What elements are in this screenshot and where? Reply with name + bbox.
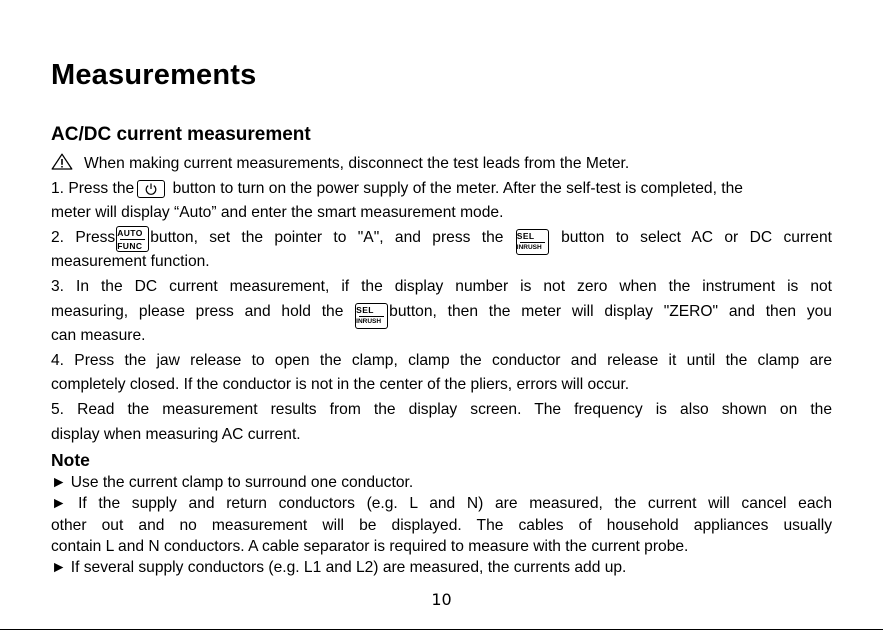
step-3-line-1: 3. In the DC current measurement, if the display number is not zero when the instrument is not: [51, 277, 832, 295]
note-item-2-line-2: other out and no measurement will be displayed. The cables of household appliances usually: [51, 516, 832, 534]
warning-line: [51, 152, 832, 177]
step-1-text-a: 1. Press the: [51, 179, 135, 197]
sel-label: SEL: [516, 231, 535, 242]
note-item-3: ► If several supply conductors (e.g. L1 and L2) are measured, the currents add up.: [51, 558, 627, 576]
step-3-line-3: can measure.: [51, 327, 146, 345]
button-divider: [359, 316, 384, 317]
step-2-line-2: measurement function.: [51, 253, 210, 271]
inrush-label: INRUSH: [356, 317, 382, 325]
func-label: FUNC: [117, 240, 143, 251]
sel-label: SEL: [356, 305, 374, 316]
manual-page: [51, 58, 832, 576]
note-item-2-line-1: ► If the supply and return conductors (e.g. L and N) are measured, the current will cancel each: [51, 495, 832, 513]
step-2-line-1: [51, 226, 832, 251]
note-heading: Note: [51, 450, 90, 471]
step-3-line-2: [51, 300, 832, 325]
inrush-label: INRUSH: [516, 243, 542, 251]
step-2-text-a: 2. Press: [51, 228, 116, 246]
step-3-text-c: button, then the meter will display "ZERO" and then you: [389, 302, 832, 320]
note-body: [51, 472, 832, 578]
auto-func-button-icon: [116, 226, 149, 252]
step-5-line-2: display when measuring AC current.: [51, 425, 301, 443]
step-4-line-1: 4. Press the jaw release to open the clamp, clamp the conductor and release it until the clamp are: [51, 351, 832, 369]
step-3-text-b: measuring, please press and hold the: [51, 302, 344, 320]
section-title: AC/DC current measurement: [51, 124, 311, 145]
page-number: 10: [431, 590, 452, 609]
step-2-text-b: button, set the pointer to "A", and press the: [150, 228, 504, 246]
step-1-text-b: button to turn on the power supply of the meter. After the self-test is completed, the: [172, 179, 743, 197]
instructions: [51, 152, 832, 578]
warning-triangle-icon: [51, 153, 73, 170]
sel-inrush-button-icon: [516, 229, 549, 255]
step-2-text-c: button to select AC or DC current: [561, 228, 832, 246]
note-item-2-line-3: contain L and N conductors. A cable separator is required to measure with the current probe.: [51, 537, 689, 555]
step-1-line-1: [51, 177, 832, 202]
note-item-1: ► Use the current clamp to surround one conductor.: [51, 474, 414, 492]
step-4-line-2: completely closed. If the conductor is not in the center of the pliers, errors will occur.: [51, 376, 630, 394]
bottom-rule: [0, 629, 883, 630]
step-5-line-1: 5. Read the measurement results from the display screen. The frequency is also shown on the: [51, 400, 832, 418]
page-title: Measurements: [51, 59, 257, 91]
warning-text: When making current measurements, disconnect the test leads from the Meter.: [84, 155, 630, 172]
sel-inrush-button-icon: [355, 303, 388, 329]
button-divider: [520, 242, 545, 243]
button-divider: [120, 239, 145, 240]
power-button-icon: [137, 180, 165, 198]
auto-label: AUTO: [117, 228, 143, 239]
step-1-line-2: meter will display “Auto” and enter the smart measurement mode.: [51, 204, 504, 222]
